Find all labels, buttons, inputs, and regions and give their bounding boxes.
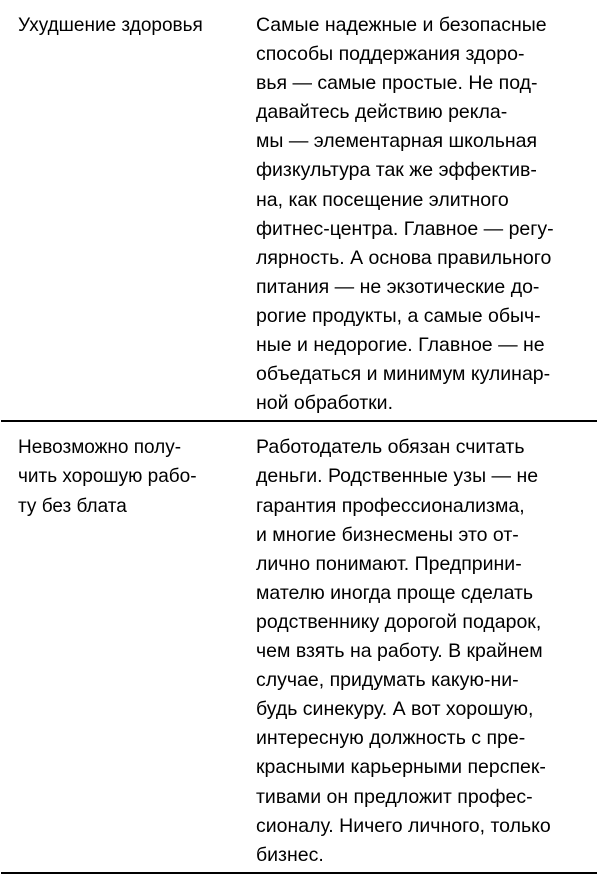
- table-row: [1, 0, 597, 421]
- text-line: чем взять на работу. В крайнем: [256, 640, 543, 663]
- text-line: тивами он предложит профес-: [256, 785, 533, 808]
- text-line: ные и недорогие. Главное — не: [256, 334, 545, 357]
- text-line: на, как посещение элитного: [256, 188, 509, 211]
- row-1-body-text: [239, 0, 597, 418]
- text-line: вья — самые простые. Не под-: [256, 72, 538, 95]
- content-table: [1, 0, 597, 874]
- text-line: фитнес-центра. Главное — регу-: [256, 217, 554, 240]
- text-line: Работодатель обязан считать: [256, 436, 525, 459]
- text-line: будь синекуру. А вот хорошую,: [256, 698, 534, 721]
- text-line: интересную должность с пре-: [256, 727, 526, 750]
- text-line: ной обработки.: [256, 392, 393, 415]
- text-line: Самые надежные и безопасные: [256, 14, 547, 36]
- table-row: [1, 421, 597, 873]
- text-line: рогие продукты, а самые обыч-: [256, 304, 541, 327]
- text-line: Невозможно полу-: [18, 437, 182, 459]
- text-line: деньги. Родственные узы — не: [256, 465, 539, 488]
- row-1-heading-cell: [1, 0, 239, 421]
- text-line: физкультура так же эффектив-: [256, 159, 537, 182]
- text-line: гарантия профессионализма,: [256, 494, 525, 517]
- text-line: ту без блата: [18, 495, 127, 517]
- text-line: чить хорошую рабо-: [18, 466, 197, 488]
- text-line: способы поддержания здоро-: [256, 43, 525, 66]
- row-1-body-cell: [239, 0, 597, 421]
- row-2-heading-text: [1, 422, 239, 520]
- text-line: объедаться и минимум кулинар-: [256, 363, 551, 386]
- row-2-body-cell: [239, 421, 597, 873]
- row-2-body-text: [239, 422, 597, 869]
- text-line: красными карьерными перспек-: [256, 756, 546, 779]
- row-2-heading-cell: [1, 421, 239, 873]
- text-line: мы — элементарная школьная: [256, 130, 538, 153]
- text-line: родственнику дорогой подарок,: [256, 610, 542, 633]
- text-line: давайтесь действию рекла-: [256, 101, 508, 124]
- text-line: случае, придумать какую-ни-: [256, 669, 519, 692]
- row-1-heading-text: [1, 0, 239, 40]
- text-line: Ухудшение здоровья: [18, 15, 203, 36]
- text-line: мателю иногда проще сделать: [256, 581, 534, 604]
- table-body: [1, 0, 597, 873]
- text-line: питания — не экзотические до-: [256, 275, 540, 298]
- text-line: и многие бизнесмены это от-: [256, 523, 519, 546]
- text-line: лично понимают. Предприни-: [256, 552, 522, 575]
- text-line: лярность. А основа правильного: [256, 246, 552, 269]
- text-line: бизнес.: [256, 843, 324, 866]
- text-line: сионалу. Ничего личного, только: [256, 814, 551, 837]
